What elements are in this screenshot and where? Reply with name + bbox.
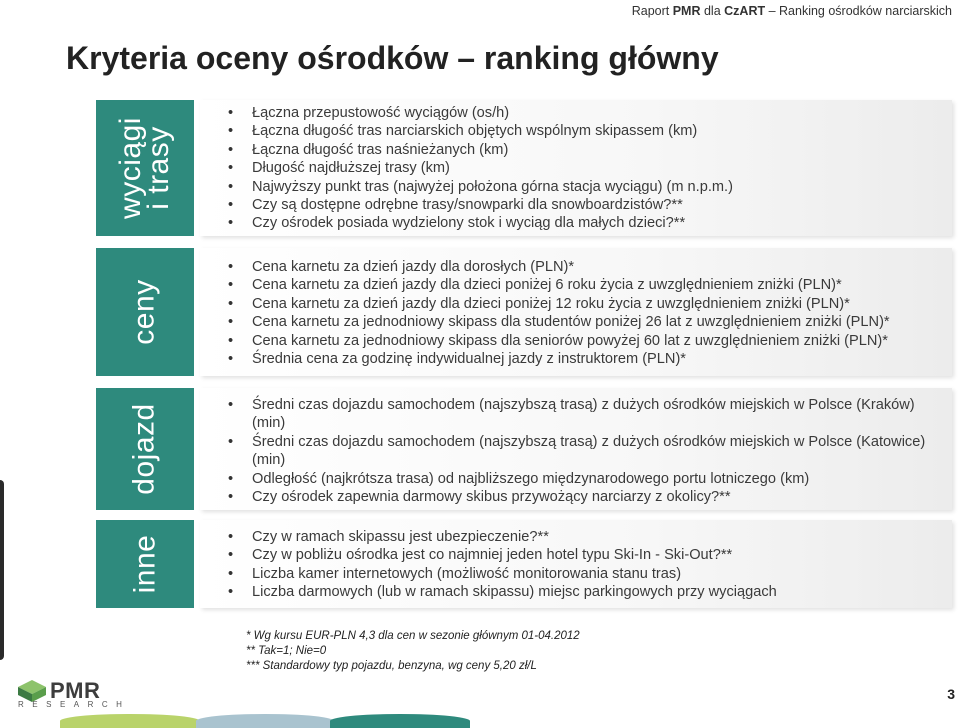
footnote: * Wg kursu EUR-PLN 4,3 dla cen w sezonie głównym 01-04.2012 (246, 630, 580, 642)
list-item: • Czy ośrodek posiada wydzielony stok i wyciąg dla małych dzieci?** (224, 214, 942, 232)
list-item: • Średnia cena za godzinę indywidualnej jazdy z instruktorem (PLN)* (224, 350, 942, 368)
logo-word: PMR (50, 678, 101, 703)
list-item: • Liczba kamer internetowych (możliwość monitorowania stanu tras) (224, 565, 942, 583)
section-tab (96, 100, 194, 236)
footnotes (246, 629, 580, 674)
pmr-logo-mark-icon (18, 680, 46, 702)
report-header (632, 4, 952, 18)
list-item: • Czy w ramach skipassu jest ubezpieczenie?** (224, 528, 942, 546)
section-tab (96, 520, 194, 608)
section-tab-label: inne (128, 534, 161, 594)
list-item: • Cena karnetu za jednodniowy skipass dla studentów poniżej 26 lat z uwzględnieniem zniżki (PLN)* (224, 313, 942, 331)
decor-tab (330, 714, 470, 728)
section-body (200, 388, 952, 510)
header-client: CzART (724, 4, 766, 18)
page-number: 3 (947, 686, 955, 702)
list-item: • Długość najdłuższej trasy (km) (224, 159, 942, 177)
section-tab-label: dojazd (128, 403, 161, 495)
list-item: • Średni czas dojazdu samochodem (najszybszą trasą) z dużych ośrodków miejskich w Polsce (Kraków) (min) (224, 396, 942, 433)
list-item: • Najwyższy punkt tras (najwyżej położona górna stacja wyciągu) (m n.p.m.) (224, 178, 942, 196)
footnote: ** Tak=1; Nie=0 (246, 645, 327, 657)
list-item: • Cena karnetu za dzień jazdy dla dorosłych (PLN)* (224, 258, 942, 276)
header-middle: dla (700, 4, 725, 18)
header-prefix: Raport (631, 4, 673, 18)
section-tab-label: ceny (128, 279, 161, 345)
decor-tab (60, 714, 200, 728)
list-item: • Cena karnetu za dzień jazdy dla dzieci poniżej 12 roku życia z uwzględnieniem zniżki (PLN)* (224, 295, 942, 313)
list-item: • Czy ośrodek zapewnia darmowy skibus przywożący narciarzy z okolicy?** (224, 488, 942, 506)
list-item: • Liczba darmowych (lub w ramach skipassu) miejsc parkingowych przy wyciągach (224, 583, 942, 601)
section-tab (96, 248, 194, 376)
section-body (200, 100, 952, 236)
list-item: • Czy w pobliżu ośrodka jest co najmniej jeden hotel typu Ski-In - Ski-Out?** (224, 546, 942, 564)
decor-tab (196, 714, 334, 728)
side-edge (0, 480, 4, 660)
bottom-decoration (0, 714, 960, 721)
list-item: • Łączna długość tras naśnieżanych (km) (224, 141, 942, 159)
list-item: • Łączna przepustowość wyciągów (os/h) (224, 104, 942, 122)
section-tab-label: wyciągi i trasy (114, 117, 175, 219)
header-brand: PMR (672, 4, 701, 18)
list-item: • Łączna długość tras narciarskich objętych wspólnym skipassem (km) (224, 122, 942, 140)
section-body (200, 248, 952, 376)
section-tab (96, 388, 194, 510)
list-item: • Czy są dostępne odrębne trasy/snowparki dla snowboardzistów?** (224, 196, 942, 214)
section-body (200, 520, 952, 608)
list-item: • Cena karnetu za dzień jazdy dla dzieci poniżej 6 roku życia z uwzględnieniem zniżki (PLN)* (224, 276, 942, 294)
list-item: • Cena karnetu za jednodniowy skipass dla seniorów powyżej 60 lat z uwzględnieniem zniżki (PLN)* (224, 332, 942, 350)
page-title: Kryteria oceny ośrodków – ranking główny (66, 40, 719, 76)
logo-subtitle: RESEARCH (18, 700, 131, 709)
list-item: • Odległość (najkrótsza trasa) od najbliższego międzynarodowego portu lotniczego (km) (224, 470, 942, 488)
header-suffix: – Ranking ośrodków narciarskich (765, 4, 952, 18)
footnote: *** Standardowy typ pojazdu, benzyna, wg ceny 5,20 zł/L (246, 660, 537, 672)
list-item: • Średni czas dojazdu samochodem (najszybszą trasą) z dużych ośrodków miejskich w Polsce (Katowice) (min) (224, 433, 942, 470)
